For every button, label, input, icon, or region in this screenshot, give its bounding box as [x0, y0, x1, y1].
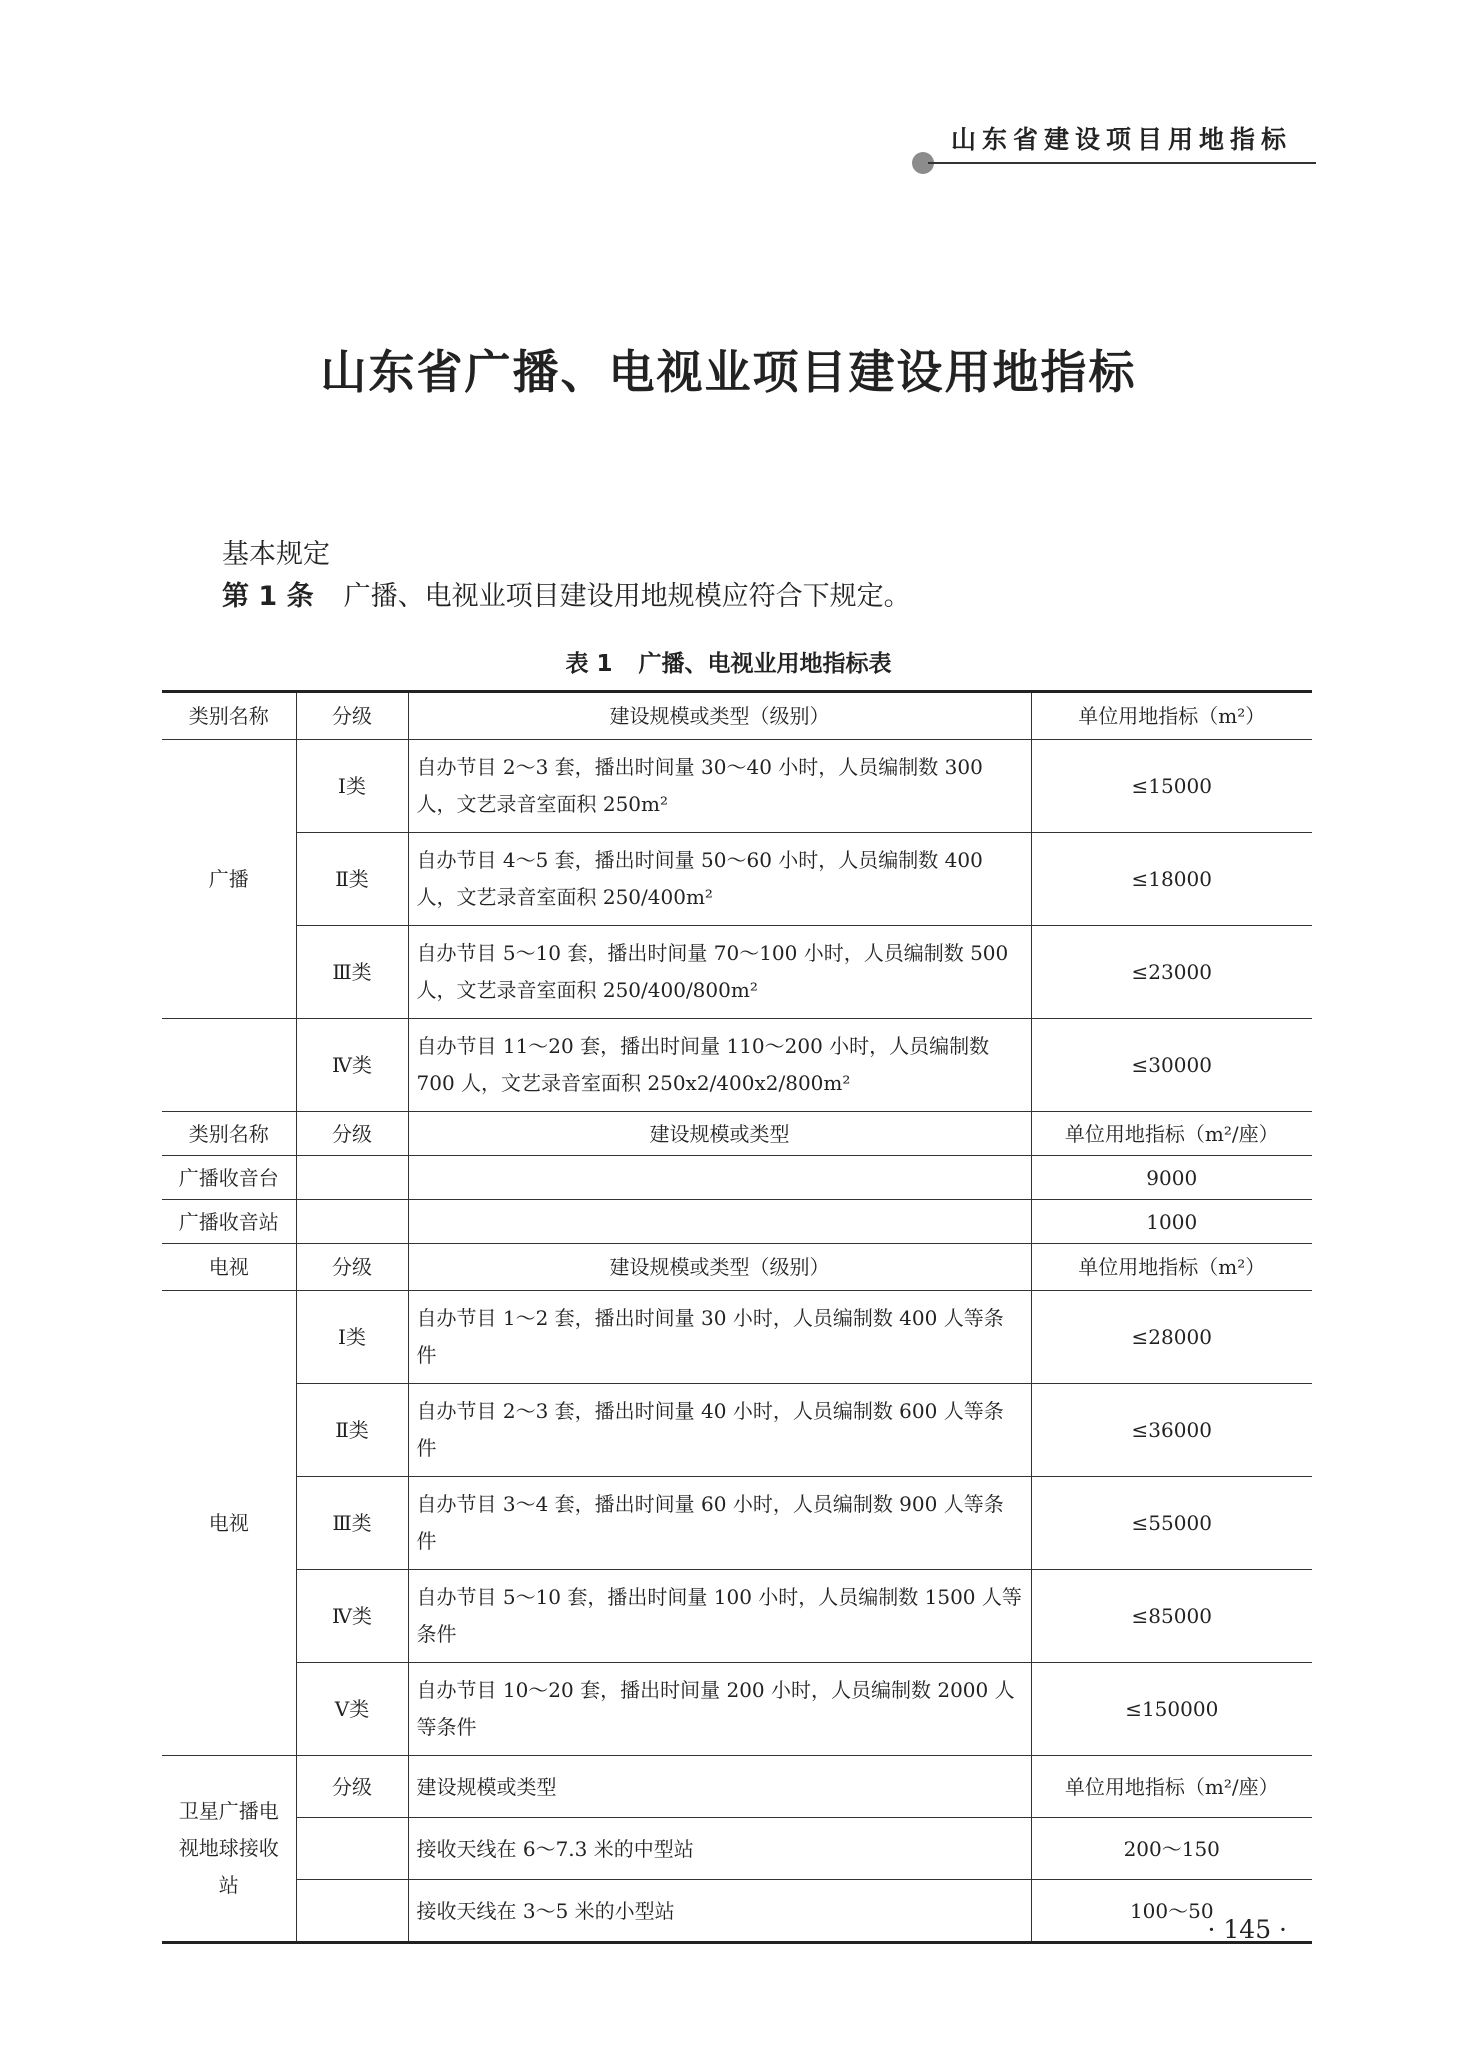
category-cell-radio: 广播	[162, 740, 296, 1019]
value-cell: ≤23000	[1031, 926, 1312, 1019]
satellite-header-row	[162, 1756, 1312, 1818]
grade-cell: Ⅲ类	[296, 926, 408, 1019]
header-cell: 电视	[162, 1244, 296, 1291]
running-header: 山东省建设项目用地指标	[950, 125, 1292, 154]
header-cell: 分级	[296, 1244, 408, 1291]
table-row	[162, 1156, 1312, 1200]
empty-cell	[162, 1019, 296, 1112]
header-rule	[928, 162, 1316, 164]
value-cell: ≤30000	[1031, 1019, 1312, 1112]
table-row	[162, 926, 1312, 1019]
page-number: · 145 ·	[1207, 1915, 1287, 1944]
table-caption-number: 表 1	[565, 651, 613, 677]
grade-cell: Ⅲ类	[296, 1477, 408, 1570]
article-number: 第 1 条	[222, 581, 314, 612]
table-row	[162, 1880, 1312, 1943]
header-cell: 建设规模或类型	[408, 1756, 1031, 1818]
value-cell: 1000	[1031, 1200, 1312, 1244]
header-cell: 类别名称	[162, 692, 296, 740]
grade-cell: Ⅱ类	[296, 833, 408, 926]
header-cell: 建设规模或类型（级别）	[408, 692, 1031, 740]
header-cell: 类别名称	[162, 1112, 296, 1156]
value-cell: ≤85000	[1031, 1570, 1312, 1663]
empty-cell	[296, 1880, 408, 1943]
header-cell: 单位用地指标（m²/座）	[1031, 1112, 1312, 1156]
name-cell: 广播收音站	[162, 1200, 296, 1244]
desc-cell: 自办节目 10～20 套，播出时间量 200 小时，人员编制数 2000 人等条件	[408, 1663, 1031, 1756]
header-cell: 分级	[296, 1112, 408, 1156]
land-index-table	[162, 690, 1312, 1944]
value-cell: ≤15000	[1031, 740, 1312, 833]
value-cell: 9000	[1031, 1156, 1312, 1200]
desc-cell: 自办节目 5～10 套，播出时间量 100 小时，人员编制数 1500 人等条件	[408, 1570, 1031, 1663]
table-row	[162, 1477, 1312, 1570]
empty-cell	[296, 1156, 408, 1200]
table-row	[162, 740, 1312, 833]
desc-cell: 自办节目 5～10 套，播出时间量 70～100 小时，人员编制数 500 人，文艺录音室面积 250/400/800m²	[408, 926, 1031, 1019]
header-cell: 单位用地指标（m²）	[1031, 692, 1312, 740]
header-cell: 分级	[296, 1756, 408, 1818]
station-header-row	[162, 1112, 1312, 1156]
grade-cell: Ⅳ类	[296, 1019, 408, 1112]
desc-cell: 自办节目 4～5 套，播出时间量 50～60 小时，人员编制数 400 人，文艺录音室面积 250/400m²	[408, 833, 1031, 926]
table-caption	[0, 645, 1457, 678]
table-row	[162, 1663, 1312, 1756]
value-cell: 100～50	[1031, 1880, 1312, 1943]
category-cell-satellite: 卫星广播电视地球接收站	[162, 1756, 296, 1943]
header-cell: 建设规模或类型	[408, 1112, 1031, 1156]
empty-cell	[408, 1156, 1031, 1200]
header-cell: 分级	[296, 692, 408, 740]
table-row	[162, 833, 1312, 926]
grade-cell: Ⅱ类	[296, 1384, 408, 1477]
desc-cell: 接收天线在 6～7.3 米的中型站	[408, 1818, 1031, 1880]
table-row	[162, 1291, 1312, 1384]
table-row	[162, 1818, 1312, 1880]
value-cell: ≤150000	[1031, 1663, 1312, 1756]
grade-cell: Ⅳ类	[296, 1570, 408, 1663]
table-row	[162, 1200, 1312, 1244]
value-cell: ≤18000	[1031, 833, 1312, 926]
desc-cell: 自办节目 2～3 套，播出时间量 30～40 小时，人员编制数 300 人，文艺录音室面积 250m²	[408, 740, 1031, 833]
section-heading: 基本规定	[222, 539, 330, 570]
radio-header-row	[162, 692, 1312, 740]
page-title: 山东省广播、电视业项目建设用地指标	[320, 345, 1137, 399]
table-row	[162, 1384, 1312, 1477]
table-caption-text: 广播、电视业用地指标表	[638, 651, 892, 677]
article-1	[222, 574, 911, 613]
desc-cell: 自办节目 3～4 套，播出时间量 60 小时，人员编制数 900 人等条件	[408, 1477, 1031, 1570]
desc-cell: 自办节目 1～2 套，播出时间量 30 小时，人员编制数 400 人等条件	[408, 1291, 1031, 1384]
value-cell: 200～150	[1031, 1818, 1312, 1880]
empty-cell	[408, 1200, 1031, 1244]
value-cell: ≤36000	[1031, 1384, 1312, 1477]
article-text: 广播、电视业项目建设用地规模应符合下规定。	[343, 581, 911, 612]
header-cell: 单位用地指标（m²）	[1031, 1244, 1312, 1291]
grade-cell: Ⅴ类	[296, 1663, 408, 1756]
empty-cell	[296, 1818, 408, 1880]
name-cell: 广播收音台	[162, 1156, 296, 1200]
empty-cell	[296, 1200, 408, 1244]
grade-cell: Ⅰ类	[296, 1291, 408, 1384]
grade-cell: Ⅰ类	[296, 740, 408, 833]
header-cell: 建设规模或类型（级别）	[408, 1244, 1031, 1291]
desc-cell: 接收天线在 3～5 米的小型站	[408, 1880, 1031, 1943]
tv-header-row	[162, 1244, 1312, 1291]
header-cell: 单位用地指标（m²/座）	[1031, 1756, 1312, 1818]
table-row	[162, 1019, 1312, 1112]
desc-cell: 自办节目 2～3 套，播出时间量 40 小时，人员编制数 600 人等条件	[408, 1384, 1031, 1477]
value-cell: ≤28000	[1031, 1291, 1312, 1384]
category-cell-tv: 电视	[162, 1291, 296, 1756]
table-row	[162, 1570, 1312, 1663]
desc-cell: 自办节目 11～20 套，播出时间量 110～200 小时，人员编制数 700 人，文艺录音室面积 250x2/400x2/800m²	[408, 1019, 1031, 1112]
value-cell: ≤55000	[1031, 1477, 1312, 1570]
